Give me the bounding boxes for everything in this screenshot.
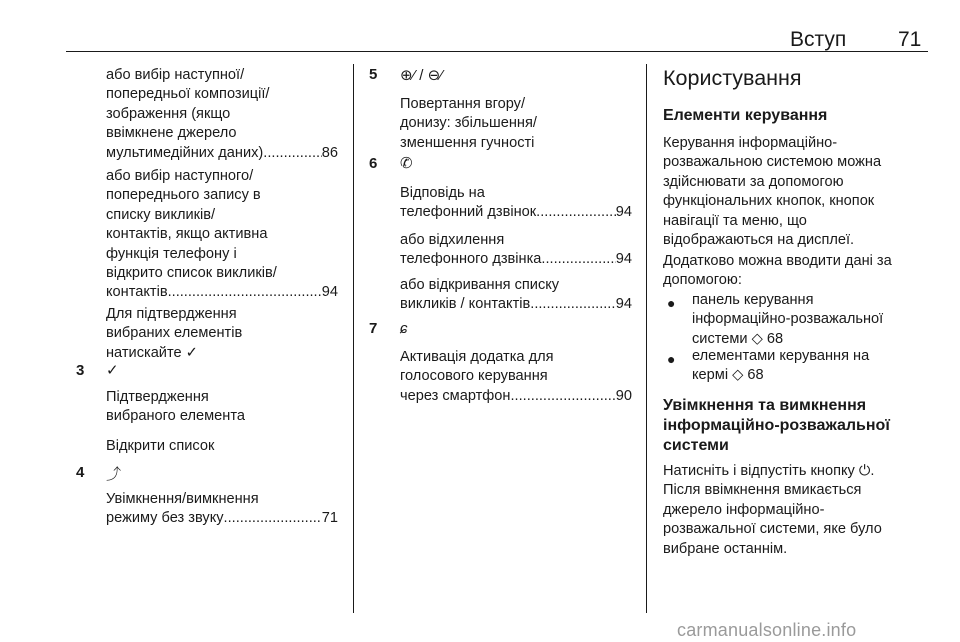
text-line: розважальною системою можна: [663, 154, 882, 171]
text-line: донизу: збільшення/: [400, 115, 537, 132]
item-6-open-list: [400, 276, 632, 315]
toc-entry-text: мультимедійних даних): [106, 144, 264, 161]
text-line: ввімкнене джерело: [106, 125, 237, 142]
mute-icon: ⤴: [106, 466, 122, 483]
text-line: панель керування: [692, 292, 814, 308]
text-line: джерело інформаційно-: [663, 501, 825, 518]
toc-entry-text: телефонний дзвінок: [400, 204, 537, 221]
toc-entry: [400, 387, 632, 406]
item-number-7: 7: [369, 320, 378, 337]
watermark-footer: carmanualsonline.info: [677, 620, 857, 640]
text-line: або вибір наступного/: [106, 168, 254, 184]
item-3-description: [106, 388, 338, 427]
bullet-icon: ●: [667, 295, 676, 311]
text-line: Активація додатка для: [400, 349, 554, 365]
toc-entry: [400, 250, 632, 269]
leader-dots: [224, 509, 322, 528]
column-divider-1: [353, 64, 354, 613]
text-line: елементами керування на: [692, 348, 870, 364]
column-divider-2: [646, 64, 647, 613]
text-line: Увімкнення/вимкнення: [106, 491, 259, 507]
item-3-extra: [106, 437, 338, 456]
toc-entry-text: через смартфон: [400, 387, 511, 404]
toc-entry: [106, 144, 338, 163]
page-ref-link[interactable]: 90: [615, 387, 632, 404]
text-line: Підтвердження: [106, 389, 209, 405]
column-1-block-b: [106, 167, 338, 303]
page-ref-link[interactable]: 86: [321, 144, 338, 161]
leader-dots: [511, 387, 616, 406]
text-line: Керування інформаційно-: [663, 135, 838, 151]
header-rule: [66, 51, 928, 52]
paragraph-2: [663, 252, 933, 291]
text-line: функція телефону і: [106, 245, 237, 262]
toc-entry: [106, 509, 338, 528]
text-line: функціональних кнопок, кнопок: [663, 193, 875, 210]
bullet-item-panel: [692, 291, 932, 349]
toc-entry-text: режиму без звуку: [106, 510, 224, 527]
subheading-line: системи: [663, 437, 729, 454]
item-6-answer: [400, 184, 632, 223]
text-line: допомогою:: [663, 272, 742, 289]
toc-entry: [106, 283, 338, 302]
text-line: вибраного елемента: [106, 408, 245, 425]
item-number-3: 3: [76, 362, 85, 379]
page-ref-link[interactable]: 94: [615, 251, 632, 268]
text-line: Натисніть і відпустіть кнопку ⏻.: [663, 463, 875, 479]
toc-entry: [400, 203, 632, 222]
text-line: Відкрити список: [106, 438, 215, 454]
text-line: Додатково можна вводити дані за: [663, 253, 892, 269]
toc-entry-text: телефонного дзвінка: [400, 251, 542, 268]
item-number-6: 6: [369, 155, 378, 172]
subheading-controls: Елементи керування: [663, 107, 828, 124]
column-1-block-c: [106, 305, 338, 363]
text-line: попередньої композиції/: [106, 86, 270, 103]
text-line: зображення (якщо: [106, 105, 231, 122]
text-line: контактів, якщо активна: [106, 226, 268, 243]
toc-entry-text: контактів: [106, 284, 168, 301]
text-line: здійснювати за допомогою: [663, 173, 844, 190]
text-line: системи ◇ 68: [692, 330, 784, 347]
text-line: або відкривання списку: [400, 277, 560, 293]
bullet-item-steering: [692, 347, 932, 386]
paragraph-1: [663, 134, 933, 250]
subheading-line: Увімкнення та вимкнення: [663, 397, 867, 414]
page-section-title: Вступ: [790, 28, 847, 51]
page-ref-link[interactable]: 71: [321, 510, 338, 527]
text-line: Повертання вгору/: [400, 96, 525, 112]
text-line: списку викликів/: [106, 206, 216, 223]
leader-dots: [168, 283, 322, 302]
phone-icon: ✆: [400, 155, 413, 172]
leader-dots: [530, 295, 616, 314]
text-line: або відхилення: [400, 232, 505, 248]
text-line: або вибір наступної/: [106, 67, 245, 83]
page-ref-link[interactable]: 94: [615, 204, 632, 221]
leader-dots: [541, 250, 615, 269]
text-line: кермі ◇ 68: [692, 367, 764, 384]
volume-up-icon: ⊕⁄: [400, 67, 416, 84]
text-line: вибране останнім.: [663, 540, 788, 557]
text-line: Відповідь на: [400, 185, 485, 201]
text-line: вибраних елементів: [106, 325, 243, 342]
text-line: інформаційно-розважальної: [692, 311, 884, 328]
column-1-block-a: [106, 66, 338, 163]
leader-dots: [263, 144, 321, 163]
text-line: голосового керування: [400, 368, 548, 385]
subheading-line: інформаційно-розважальної: [663, 417, 890, 434]
bullet-icon: ●: [667, 351, 676, 367]
item-6-reject: [400, 231, 632, 270]
text-line: розважальної системи, яке було: [663, 521, 882, 538]
symbol-separator: /: [419, 67, 424, 84]
paragraph-3: [663, 462, 933, 559]
item-7-description: [400, 348, 632, 406]
text-line: відкрито список викликів/: [106, 265, 277, 282]
subheading-power: [663, 396, 933, 456]
text-line: відображаються на дисплеї.: [663, 232, 855, 249]
toc-entry: [400, 295, 632, 314]
text-line: зменшення гучності: [400, 134, 535, 151]
volume-up-down-icon: [400, 66, 443, 84]
text-line: Для підтвердження: [106, 306, 237, 322]
item-number-5: 5: [369, 66, 378, 83]
checkmark-icon: ✓: [106, 362, 119, 379]
item-5-description: [400, 95, 632, 153]
page-ref-link[interactable]: 94: [615, 296, 632, 313]
page-number: 71: [898, 28, 922, 51]
leader-dots: [536, 203, 616, 222]
section-heading: Користування: [663, 66, 802, 90]
text-line: навігації та меню, що: [663, 212, 807, 229]
toc-entry-text: викликів / контактів: [400, 296, 531, 313]
voice-control-icon: ɕ: [400, 320, 408, 337]
volume-down-icon: ⊖⁄: [427, 67, 443, 84]
text-line: Після ввімкнення вмикається: [663, 482, 862, 499]
text-line: натискайте ✓: [106, 344, 198, 361]
page-ref-link[interactable]: 94: [321, 284, 338, 301]
item-number-4: 4: [76, 464, 85, 481]
item-4-description: [106, 490, 338, 529]
text-line: попереднього запису в: [106, 187, 261, 204]
